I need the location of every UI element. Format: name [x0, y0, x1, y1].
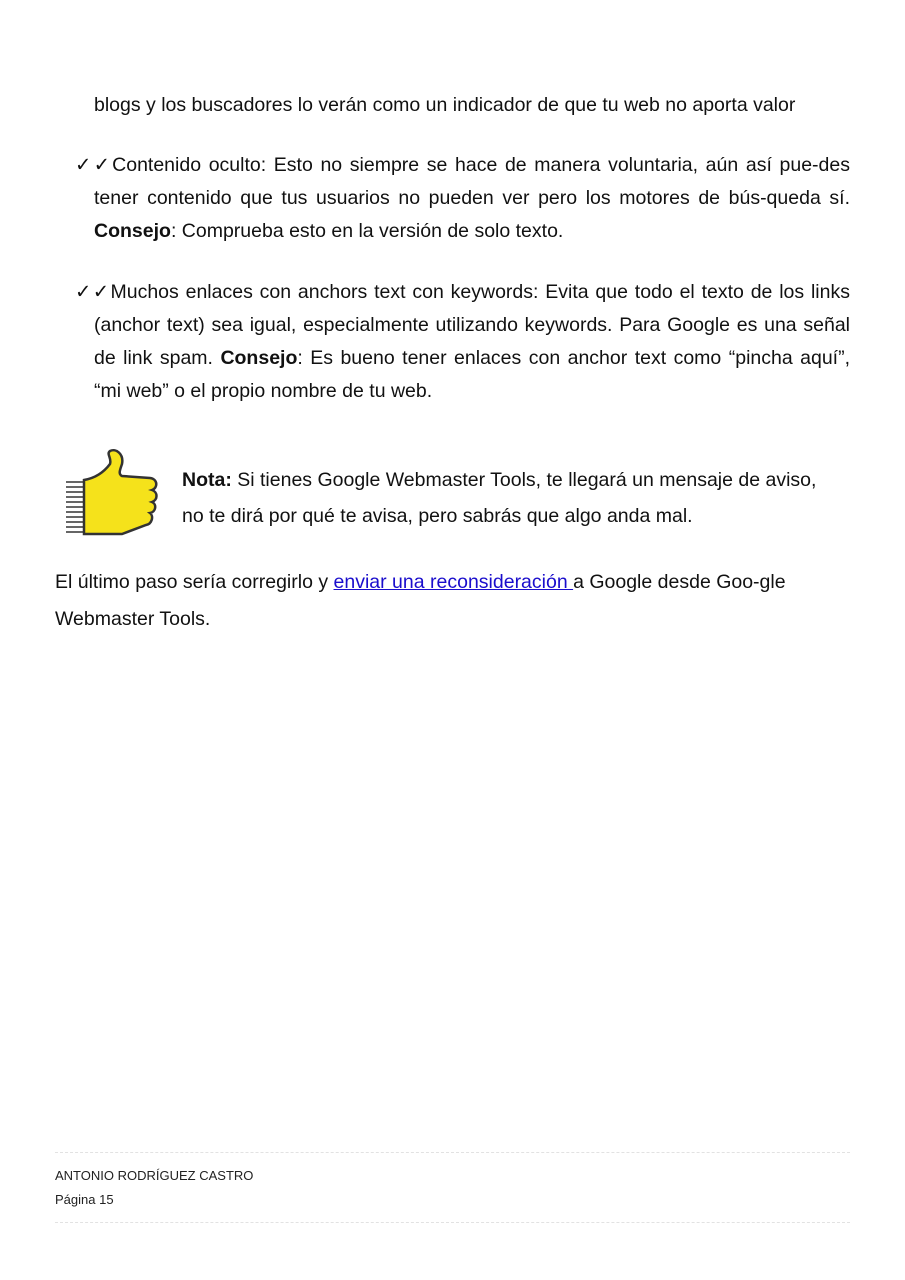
- note-label: Nota:: [182, 469, 232, 491]
- note-box: [182, 462, 842, 534]
- footer-page-number: Página 15: [55, 1192, 114, 1207]
- bullet-text: Contenido oculto: Esto no siempre se hace de manera voluntaria, aún así pue-des tener contenido que tus usuarios no pueden ver pero los motores de bús-queda sí.: [94, 154, 850, 209]
- closing-text-after: a Google desde Goo-gle Webmaster Tools.: [55, 571, 786, 630]
- reconsideration-link[interactable]: enviar una reconsideración: [333, 571, 574, 593]
- bullet-text-after: : Es bueno tener enlaces con anchor text como “pincha aquí”, “mi web” o el propio nombre de tu web.: [94, 347, 851, 402]
- bullet-bold: Consejo: [94, 220, 171, 242]
- bullet-anchor-text: [75, 276, 851, 408]
- footer-author: ANTONIO RODRÍGUEZ CASTRO: [55, 1168, 254, 1183]
- check-icon: ✓✓: [75, 281, 111, 303]
- closing-paragraph: [55, 564, 835, 638]
- note-text: Si tienes Google Webmaster Tools, te llegará un mensaje de aviso, no te dirá por qué te avisa, pero sabrás que algo anda mal.: [182, 469, 817, 527]
- bullet-hidden-content: [75, 149, 850, 248]
- footer-divider-top: [55, 1152, 850, 1153]
- check-icon: ✓✓: [75, 154, 113, 176]
- note-row: [62, 448, 905, 540]
- page-content: [0, 86, 905, 638]
- bullet-text-after: : Comprueba esto en la versión de solo texto.: [170, 220, 564, 242]
- closing-text: El último paso sería corregirlo y: [55, 571, 334, 593]
- paragraph-continuation: blogs y los buscadores lo verán como un indicador de que tu web no aporta valor: [94, 94, 796, 116]
- footer-divider-bottom: [55, 1222, 850, 1223]
- bullet-text: Muchos enlaces con anchors text con keywords: Evita que todo el texto de los links (anchor text) sea igual, especialmente utilizando keywords. Para Google es una señal de link spam.: [94, 281, 850, 369]
- thumbs-up-icon: [62, 448, 162, 540]
- bullet-bold: Consejo: [220, 347, 298, 369]
